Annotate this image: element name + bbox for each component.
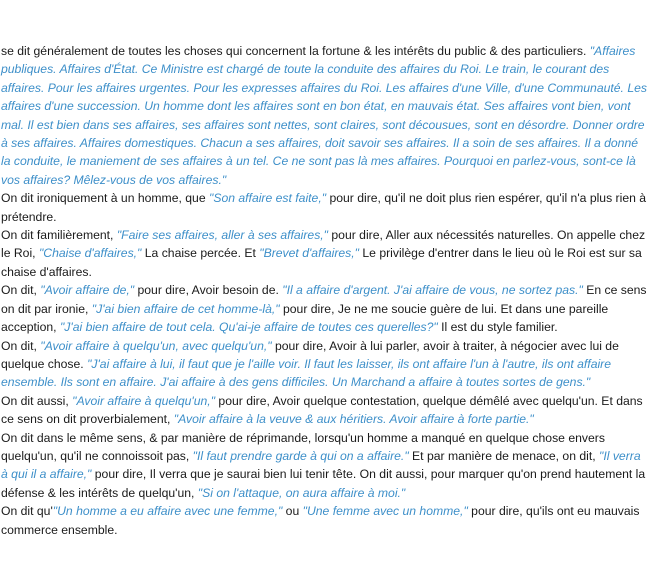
definition-paragraph bbox=[1, 226, 648, 281]
example-quote: "Brevet d'affaires," bbox=[259, 246, 359, 261]
definition-text: pour dire, Avoir besoin de. bbox=[134, 283, 283, 298]
definition-text: On dit qu' bbox=[1, 504, 53, 519]
example-quote: "Un homme a eu affaire avec une femme," bbox=[52, 504, 283, 519]
example-quote: "Son affaire est faite," bbox=[209, 191, 327, 206]
example-quote: "Si on l'attaque, on aura affaire à moi." bbox=[197, 485, 406, 500]
example-quote: "Il verra à qui il a affaire," bbox=[1, 448, 641, 482]
example-quote: "Affaires publiques. Affaires d'État. Ce Ministre est chargé de toute la conduite des affaires du Roi. Le train, le courant des affaires. Pour les affaires urgentes. Pour les expresses affaires du Roi. Les affaires d'une Ville, d'une Communauté. Les affaires d'une succession. Un homme dont les affaires sont en bon état, en mauvais état. Ses affaires vont bien, vont mal. Il est bien dans ses affaires, ses affaires sont nettes, sont claires, sont décousues, sont en désordre. Donner ordre à ses affaires. Affaires domestiques. Chacun a ses affaires, doit savoir ses affaires. Il a soin de ses affaires. Il a donné la conduite, le maniement de ses affaires à un tel. Ce ne sont pas là mes affaires. Pourquoi en parlez-vous, sont-ce là vos affaires? Mêlez-vous de vos affaires." bbox=[1, 44, 647, 187]
definition-text: pour dire, Avoir à lui parler, avoir à traiter, à négocier avec lui de quelque chose. bbox=[1, 338, 619, 371]
example-quote: "Avoir affaire à la veuve & aux héritiers. Avoir affaire à forte partie." bbox=[173, 412, 534, 427]
example-quote: "Il a affaire d'argent. J'ai affaire de vous, ne sortez pas." bbox=[282, 283, 583, 298]
definition-paragraph bbox=[1, 337, 648, 392]
example-quote: "Chaise d'affaires," bbox=[38, 246, 142, 261]
definition-text: On dit dans le même sens, & par manière de réprimande, lorsqu'un homme a manqué en quelque chose envers quelqu'un, qu'il ne connoissoit pas, bbox=[1, 430, 605, 463]
definition-paragraph bbox=[1, 392, 648, 429]
definition-text: Et par manière de menace, on dit, bbox=[408, 448, 600, 463]
definition-text: pour dire, qu'ils ont eu mauvais commerce ensemble. bbox=[1, 504, 640, 537]
definition-text: En ce sens on dit par ironie, bbox=[1, 283, 647, 316]
example-quote: "Une femme avec un homme," bbox=[302, 504, 468, 519]
definition-text: pour dire, Avoir quelque contestation, quelque démêlé avec quelqu'un. Et dans ce sens on dit proverbialement, bbox=[1, 393, 643, 427]
definition-text: La chaise percée. Et bbox=[141, 246, 260, 261]
definition-paragraph bbox=[1, 189, 648, 226]
example-quote: "Faire ses affaires, aller à ses affaires," bbox=[116, 228, 329, 243]
example-quote: "J'ai bien affaire de tout cela. Qu'ai-je affaire de toutes ces querelles?" bbox=[59, 320, 438, 335]
definition-paragraph bbox=[1, 42, 648, 189]
example-quote: "J'ai bien affaire de cet homme-là," bbox=[91, 301, 280, 316]
definition-text: On dit ironiquement à un homme, que bbox=[1, 191, 209, 206]
definition-text: On dit, bbox=[1, 338, 41, 353]
definition-text: se dit généralement de toutes les choses qui concernent la fortune & les intérêts du public & des particuliers. bbox=[1, 44, 590, 58]
definition-text: On dit aussi, bbox=[1, 393, 73, 408]
definition-text: Le privilège d'entrer dans le lieu où le Roi est sur sa chaise d'affaires. bbox=[1, 246, 642, 279]
example-quote: "J'ai affaire à lui, il faut que je l'aille voir. Il faut les laisser, ils ont affaire l'un à l'autre, ils ont affaire ensemble. Ils sont en affaire. J'ai affaire à des gens difficiles. Un Marchand a affaire à toutes sortes de gens." bbox=[1, 356, 612, 390]
definition-text: pour dire, Il verra que je saurai bien lui tenir tête. On dit aussi, pour marquer qu'on prend hautement la défense & les intérêts de quelqu'un, bbox=[1, 467, 646, 500]
definition-paragraph bbox=[1, 429, 648, 503]
definition-text: Il est du style familier. bbox=[437, 320, 558, 335]
definition-text: On dit, bbox=[1, 283, 41, 298]
definition-paragraph bbox=[1, 502, 648, 539]
definition-text: pour dire, Je ne me soucie guère de lui. Et dans une pareille acception, bbox=[1, 301, 609, 335]
definition-text: ou bbox=[282, 504, 303, 519]
example-quote: "Avoir affaire de," bbox=[40, 283, 135, 298]
definition-text: pour dire, qu'il ne doit plus rien espérer, qu'il n'a plus rien à prétendre. bbox=[1, 191, 647, 224]
example-quote: "Il faut prendre garde à qui on a affaire." bbox=[192, 448, 409, 463]
definition-text: pour dire, Aller aux nécessités naturelles. On appelle chez le Roi, bbox=[1, 228, 646, 261]
example-quote: "Avoir affaire à quelqu'un, avec quelqu'un," bbox=[40, 338, 272, 353]
example-quote: "Avoir affaire à quelqu'un," bbox=[72, 393, 216, 408]
definition-paragraph bbox=[1, 281, 648, 336]
definition-text: On dit familièrement, bbox=[1, 228, 117, 243]
